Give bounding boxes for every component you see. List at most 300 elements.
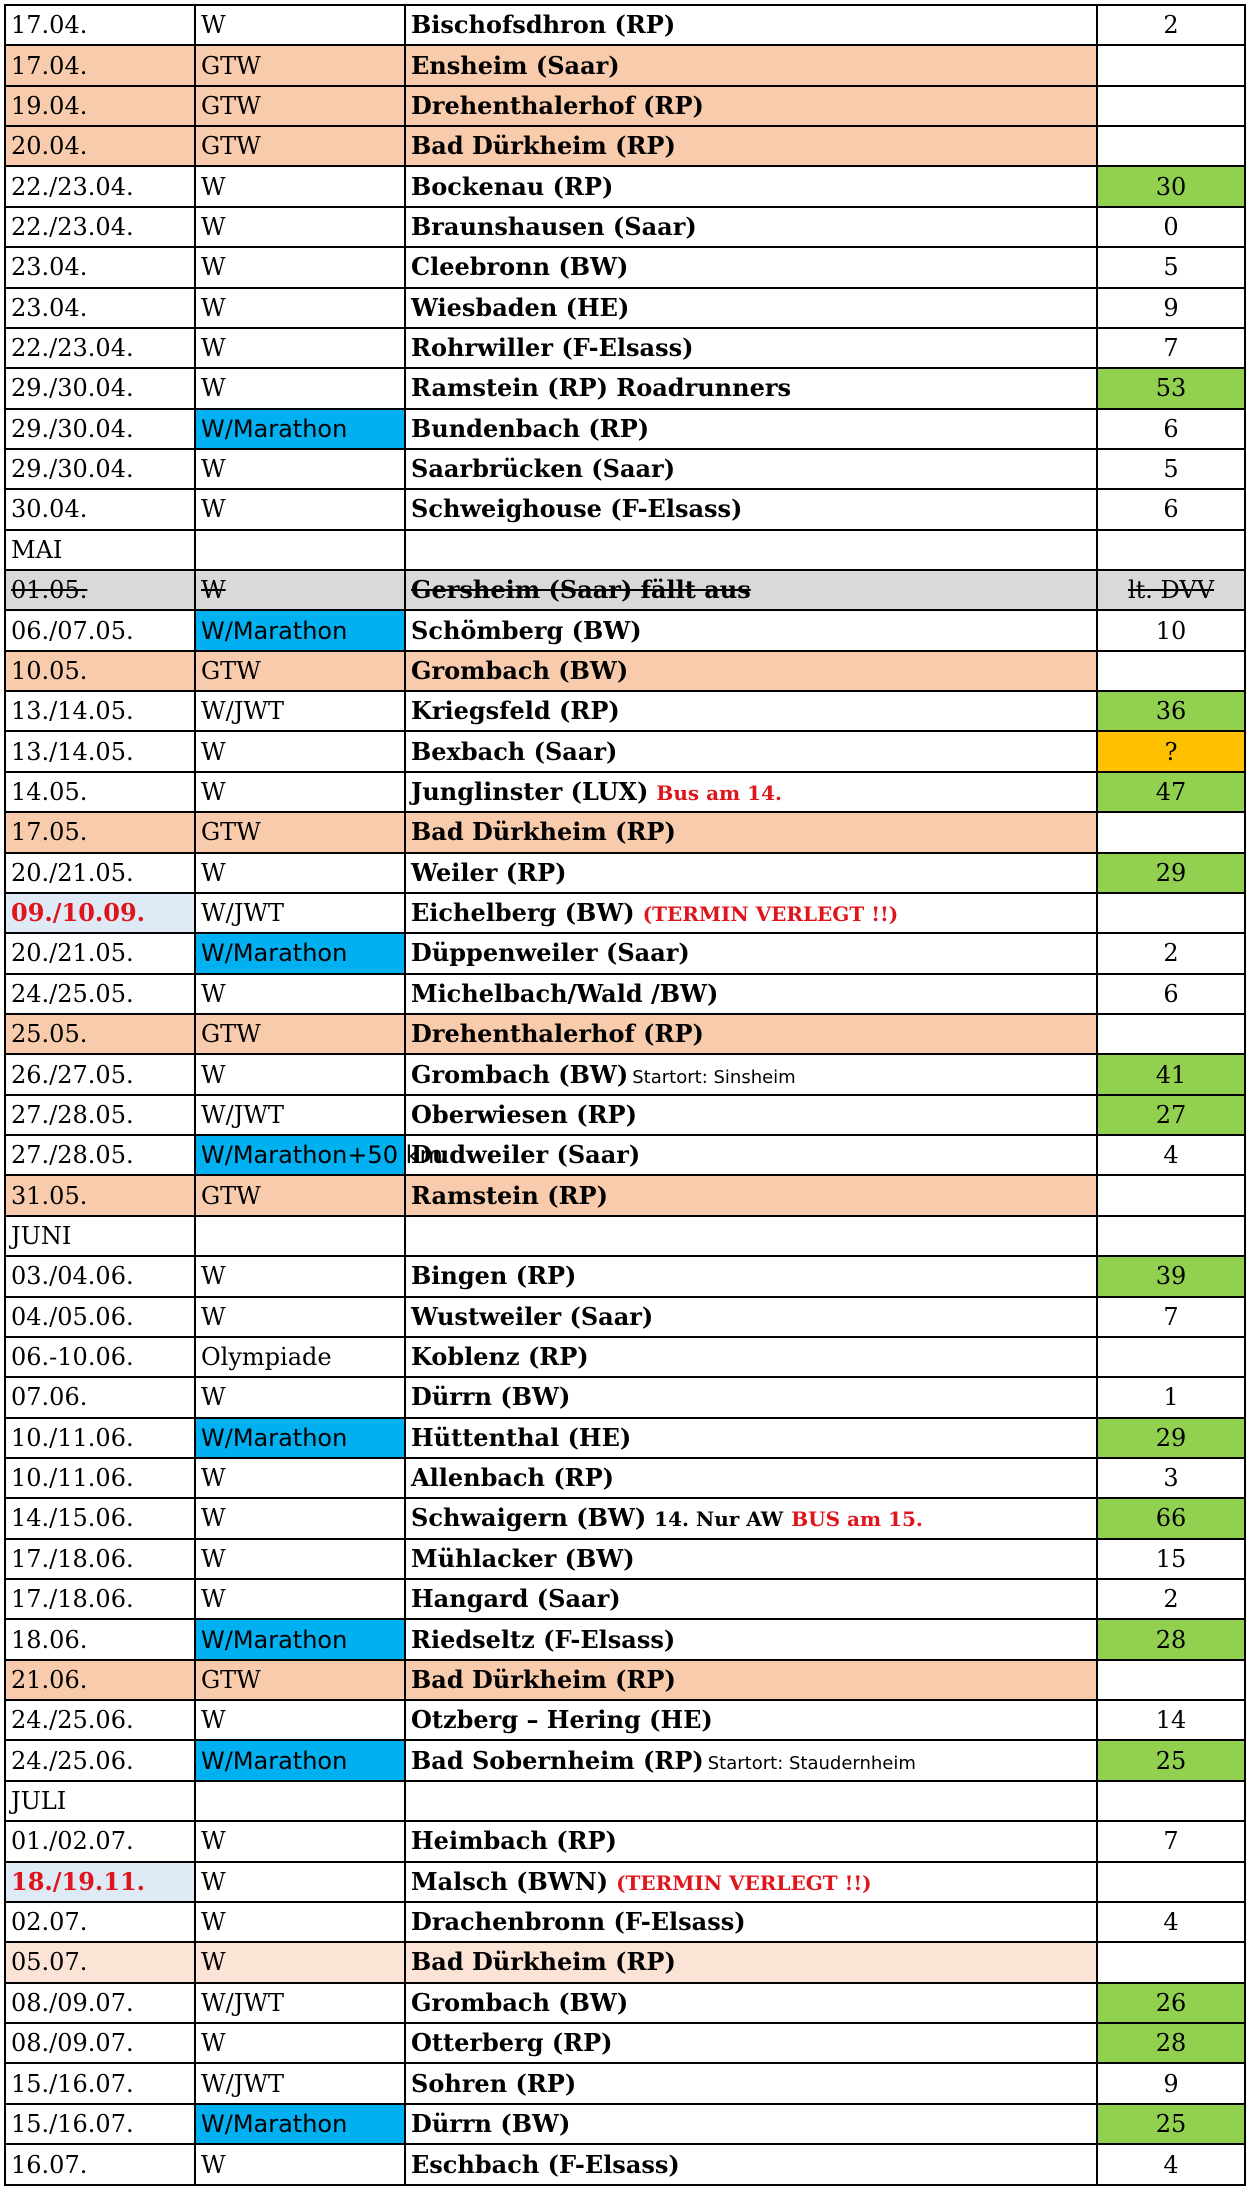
place-name: Drachenbronn (F-Elsass) — [411, 1907, 746, 1937]
place-name: Bad Dürkheim (RP) — [411, 817, 676, 847]
type-cell: W — [195, 166, 405, 206]
type-cell — [195, 530, 405, 570]
date-cell: 22./23.04. — [5, 207, 195, 247]
type-cell: W/Marathon — [195, 1418, 405, 1458]
place-name: Bad Sobernheim (RP) — [411, 1745, 704, 1775]
type-cell: W — [195, 1054, 405, 1094]
type-cell: GTW — [195, 45, 405, 85]
type-cell: W — [195, 5, 405, 45]
participants-count: 4 — [1097, 2144, 1245, 2185]
participants-count: 10 — [1097, 610, 1245, 650]
table-row — [5, 1660, 1245, 1700]
table-row — [5, 2144, 1245, 2185]
participants-count: 36 — [1097, 691, 1245, 731]
participants-count: 29 — [1097, 853, 1245, 893]
table-row — [5, 1781, 1245, 1821]
place-cell — [405, 1216, 1097, 1256]
date-cell: 17.04. — [5, 5, 195, 45]
table-row — [5, 1942, 1245, 1982]
table-row — [5, 651, 1245, 691]
date-cell: 23.04. — [5, 247, 195, 287]
place-name: Sohren (RP) — [411, 2068, 577, 2098]
place-name: Rohrwiller (F-Elsass) — [411, 333, 694, 363]
participants-count: 3 — [1097, 1458, 1245, 1498]
alert-note: (TERMIN VERLEGT !!) — [616, 1870, 872, 1895]
place-cell — [405, 2063, 1097, 2103]
participants-count: 7 — [1097, 328, 1245, 368]
alert-note: (TERMIN VERLEGT !!) — [642, 902, 899, 927]
type-cell: W — [195, 1539, 405, 1579]
place-cell — [405, 2023, 1097, 2063]
place-name: Otterberg (RP) — [411, 2028, 613, 2058]
participants-count: 6 — [1097, 974, 1245, 1014]
date-cell: 15./16.07. — [5, 2104, 195, 2144]
place-cell — [405, 166, 1097, 206]
place-name: Wustweiler (Saar) — [411, 1301, 654, 1331]
place-cell — [405, 1498, 1097, 1538]
table-row — [5, 1902, 1245, 1942]
participants-count: 6 — [1097, 409, 1245, 449]
place-name: Koblenz (RP) — [411, 1342, 589, 1372]
date-cell: 27./28.05. — [5, 1135, 195, 1175]
participants-count: 4 — [1097, 1902, 1245, 1942]
type-cell: W — [195, 772, 405, 812]
participants-count: ? — [1097, 731, 1245, 771]
participants-count — [1097, 812, 1245, 852]
place-cell — [405, 207, 1097, 247]
table-row — [5, 1014, 1245, 1054]
type-cell: W — [195, 1458, 405, 1498]
participants-count: 29 — [1097, 1418, 1245, 1458]
place-name: Ensheim (Saar) — [411, 50, 620, 80]
place-cell — [405, 1700, 1097, 1740]
table-row — [5, 570, 1245, 610]
date-cell: 26./27.05. — [5, 1054, 195, 1094]
date-cell: 10.05. — [5, 651, 195, 691]
table-row — [5, 1297, 1245, 1337]
type-cell: W/JWT — [195, 2063, 405, 2103]
date-cell: 03./04.06. — [5, 1256, 195, 1296]
table-row — [5, 2063, 1245, 2103]
table-row — [5, 1498, 1245, 1538]
place-name: Weiler (RP) — [411, 857, 567, 887]
place-cell — [405, 1418, 1097, 1458]
date-cell: 04./05.06. — [5, 1297, 195, 1337]
type-cell: GTW — [195, 1660, 405, 1700]
participants-count — [1097, 530, 1245, 570]
table-row — [5, 45, 1245, 85]
table-row — [5, 1095, 1245, 1135]
place-cell — [405, 691, 1097, 731]
place-name: Bad Dürkheim (RP) — [411, 131, 676, 161]
type-cell: W — [195, 207, 405, 247]
participants-count: 28 — [1097, 2023, 1245, 2063]
participants-count — [1097, 45, 1245, 85]
place-cell — [405, 1983, 1097, 2023]
place-name: Eichelberg (BW) — [411, 898, 635, 928]
table-row — [5, 893, 1245, 933]
date-cell: 18./19.11. — [5, 1862, 195, 1902]
place-cell — [405, 1539, 1097, 1579]
place-cell — [405, 1862, 1097, 1902]
type-cell: W — [195, 1821, 405, 1861]
place-cell — [405, 288, 1097, 328]
place-cell — [405, 1660, 1097, 1700]
participants-count: 9 — [1097, 288, 1245, 328]
type-cell: W/Marathon — [195, 933, 405, 973]
table-row — [5, 2104, 1245, 2144]
place-cell — [405, 1175, 1097, 1215]
table-row — [5, 328, 1245, 368]
place-name: Michelbach/Wald /BW) — [411, 978, 719, 1008]
place-name: Kriegsfeld (RP) — [411, 696, 620, 726]
date-cell: 29./30.04. — [5, 368, 195, 408]
place-name: Grombach (BW) — [411, 1059, 629, 1089]
table-row — [5, 610, 1245, 650]
place-name: Grombach (BW) — [411, 655, 629, 685]
date-cell: 29./30.04. — [5, 449, 195, 489]
place-cell — [405, 1337, 1097, 1377]
place-cell — [405, 1781, 1097, 1821]
table-row — [5, 812, 1245, 852]
date-cell: 24./25.06. — [5, 1740, 195, 1780]
place-name: Dürrn (BW) — [411, 1382, 571, 1412]
place-cell — [405, 1458, 1097, 1498]
date-cell: 29./30.04. — [5, 409, 195, 449]
table-row — [5, 1337, 1245, 1377]
date-cell: 16.07. — [5, 2144, 195, 2185]
table-row — [5, 853, 1245, 893]
place-cell — [405, 247, 1097, 287]
place-name: Braunshausen (Saar) — [411, 211, 697, 241]
place-cell — [405, 1619, 1097, 1659]
type-cell: W — [195, 1377, 405, 1417]
place-cell — [405, 489, 1097, 529]
table-row — [5, 166, 1245, 206]
place-cell — [405, 1297, 1097, 1337]
date-cell: 22./23.04. — [5, 328, 195, 368]
place-cell — [405, 731, 1097, 771]
date-cell: 17.04. — [5, 45, 195, 85]
table-row — [5, 1740, 1245, 1780]
date-cell: 06.-10.06. — [5, 1337, 195, 1377]
participants-count — [1097, 893, 1245, 933]
table-row — [5, 1619, 1245, 1659]
place-cell — [405, 812, 1097, 852]
participants-count: 39 — [1097, 1256, 1245, 1296]
table-row — [5, 1054, 1245, 1094]
date-cell: 24./25.05. — [5, 974, 195, 1014]
place-cell — [405, 1942, 1097, 1982]
table-row — [5, 1377, 1245, 1417]
participants-count — [1097, 1175, 1245, 1215]
table-row — [5, 2023, 1245, 2063]
date-cell: JULI — [5, 1781, 195, 1821]
place-name: Eschbach (F-Elsass) — [411, 2149, 680, 2179]
table-row — [5, 1135, 1245, 1175]
table-row — [5, 933, 1245, 973]
table-row — [5, 772, 1245, 812]
place-cell — [405, 1377, 1097, 1417]
place-name: Malsch (BWN) — [411, 1866, 609, 1896]
place-name: Bad Dürkheim (RP) — [411, 1664, 676, 1694]
place-name: Bischofsdhron (RP) — [411, 10, 676, 40]
date-cell: 22./23.04. — [5, 166, 195, 206]
place-name: Oberwiesen (RP) — [411, 1099, 637, 1129]
date-cell: 01.05. — [5, 570, 195, 610]
table-row — [5, 247, 1245, 287]
participants-count: 66 — [1097, 1498, 1245, 1538]
place-name: Bundenbach (RP) — [411, 413, 650, 443]
place-name: Riedseltz (F-Elsass) — [411, 1624, 676, 1654]
participants-count — [1097, 1014, 1245, 1054]
day-note: 14. Nur AW — [654, 1507, 784, 1532]
type-cell: W — [195, 731, 405, 771]
place-cell — [405, 1579, 1097, 1619]
participants-count — [1097, 1862, 1245, 1902]
date-cell: 01./02.07. — [5, 1821, 195, 1861]
place-cell — [405, 2104, 1097, 2144]
type-cell: W — [195, 853, 405, 893]
table-row — [5, 1983, 1245, 2023]
place-name: Schömberg (BW) — [411, 615, 642, 645]
type-cell: W — [195, 1902, 405, 1942]
participants-count: 25 — [1097, 1740, 1245, 1780]
participants-count — [1097, 1660, 1245, 1700]
place-name: Hüttenthal (HE) — [411, 1422, 632, 1452]
date-cell: 08./09.07. — [5, 2023, 195, 2063]
table-row — [5, 691, 1245, 731]
place-cell — [405, 853, 1097, 893]
date-cell: 05.07. — [5, 1942, 195, 1982]
type-cell: W — [195, 368, 405, 408]
place-cell — [405, 893, 1097, 933]
start-location-note: Startort: Staudernheim — [707, 1752, 916, 1774]
type-cell: GTW — [195, 651, 405, 691]
participants-count: 9 — [1097, 2063, 1245, 2103]
table-row — [5, 1216, 1245, 1256]
participants-count: 5 — [1097, 247, 1245, 287]
place-cell — [405, 1821, 1097, 1861]
place-cell — [405, 1740, 1097, 1780]
table-row — [5, 1821, 1245, 1861]
type-cell: W — [195, 247, 405, 287]
place-cell — [405, 530, 1097, 570]
alert-note: Bus am 14. — [656, 781, 782, 805]
participants-count: 53 — [1097, 368, 1245, 408]
participants-count: 14 — [1097, 1700, 1245, 1740]
type-cell: GTW — [195, 812, 405, 852]
type-cell: W — [195, 288, 405, 328]
type-cell: W — [195, 1256, 405, 1296]
place-cell — [405, 86, 1097, 126]
participants-count: 2 — [1097, 1579, 1245, 1619]
type-cell: W — [195, 2023, 405, 2063]
date-cell: 17./18.06. — [5, 1539, 195, 1579]
date-cell: 25.05. — [5, 1014, 195, 1054]
participants-count — [1097, 1337, 1245, 1377]
place-name: Heimbach (RP) — [411, 1826, 617, 1856]
participants-count: 7 — [1097, 1821, 1245, 1861]
date-cell: 10./11.06. — [5, 1458, 195, 1498]
place-cell — [405, 409, 1097, 449]
date-cell: 20./21.05. — [5, 853, 195, 893]
type-cell: W — [195, 1498, 405, 1538]
date-cell: 08./09.07. — [5, 1983, 195, 2023]
type-cell: GTW — [195, 1014, 405, 1054]
place-name: Junglinster (LUX) — [411, 777, 649, 806]
place-name: Cleebronn (BW) — [411, 252, 629, 282]
start-location-note: Startort: Sinsheim — [632, 1066, 796, 1088]
table-row — [5, 530, 1245, 570]
type-cell: W/JWT — [195, 691, 405, 731]
table-row — [5, 126, 1245, 166]
place-cell — [405, 974, 1097, 1014]
date-cell: 20.04. — [5, 126, 195, 166]
date-cell: 24./25.06. — [5, 1700, 195, 1740]
date-cell: 20./21.05. — [5, 933, 195, 973]
place-cell — [405, 1902, 1097, 1942]
date-cell: 15./16.07. — [5, 2063, 195, 2103]
table-row — [5, 1579, 1245, 1619]
place-name: Ramstein (RP) — [411, 1180, 608, 1210]
place-name: Grombach (BW) — [411, 1987, 629, 2017]
date-cell: 13./14.05. — [5, 691, 195, 731]
participants-count: 28 — [1097, 1619, 1245, 1659]
table-row — [5, 288, 1245, 328]
date-cell: 09./10.09. — [5, 893, 195, 933]
table-row — [5, 1458, 1245, 1498]
type-cell: W — [195, 2144, 405, 2185]
date-cell: 14.05. — [5, 772, 195, 812]
participants-count: 4 — [1097, 1135, 1245, 1175]
participants-count: 26 — [1097, 1983, 1245, 2023]
participants-count: 2 — [1097, 5, 1245, 45]
type-cell: W — [195, 449, 405, 489]
type-cell: W — [195, 328, 405, 368]
participants-count: 6 — [1097, 489, 1245, 529]
participants-count: 5 — [1097, 449, 1245, 489]
table-row — [5, 1256, 1245, 1296]
participants-count — [1097, 651, 1245, 691]
type-cell: W/Marathon — [195, 1740, 405, 1780]
participants-count — [1097, 86, 1245, 126]
type-cell: W/Marathon — [195, 1619, 405, 1659]
date-cell: 27./28.05. — [5, 1095, 195, 1135]
type-cell: W/JWT — [195, 893, 405, 933]
date-cell: 06./07.05. — [5, 610, 195, 650]
date-cell: 02.07. — [5, 1902, 195, 1942]
table-row — [5, 449, 1245, 489]
place-name: Dürrn (BW) — [411, 2108, 571, 2138]
participants-count — [1097, 126, 1245, 166]
place-cell — [405, 933, 1097, 973]
place-cell — [405, 772, 1097, 812]
place-name: Ramstein (RP) Roadrunners — [411, 373, 791, 403]
participants-count: 27 — [1097, 1095, 1245, 1135]
type-cell: GTW — [195, 126, 405, 166]
place-name: Mühlacker (BW) — [411, 1543, 635, 1573]
place-name: Bockenau (RP) — [411, 171, 614, 201]
date-cell: 17.05. — [5, 812, 195, 852]
type-cell: W — [195, 1942, 405, 1982]
place-cell — [405, 126, 1097, 166]
type-cell: Olympiade — [195, 1337, 405, 1377]
date-cell: 10./11.06. — [5, 1418, 195, 1458]
place-name: Düppenweiler (Saar) — [411, 938, 690, 968]
table-row — [5, 731, 1245, 771]
table-row — [5, 5, 1245, 45]
table-row — [5, 489, 1245, 529]
table-row — [5, 368, 1245, 408]
participants-count: 47 — [1097, 772, 1245, 812]
alert-note: BUS am 15. — [791, 1507, 923, 1532]
type-cell — [195, 1781, 405, 1821]
date-cell: MAI — [5, 530, 195, 570]
place-name: Drehenthalerhof (RP) — [411, 1019, 704, 1049]
table-row — [5, 86, 1245, 126]
date-cell: JUNI — [5, 1216, 195, 1256]
date-cell: 31.05. — [5, 1175, 195, 1215]
place-cell — [405, 328, 1097, 368]
type-cell: W — [195, 1579, 405, 1619]
place-cell — [405, 5, 1097, 45]
participants-count — [1097, 1216, 1245, 1256]
table-row — [5, 1862, 1245, 1902]
date-cell: 14./15.06. — [5, 1498, 195, 1538]
place-name: Wiesbaden (HE) — [411, 292, 630, 322]
place-name: Bad Dürkheim (RP) — [411, 1947, 676, 1977]
type-cell: W — [195, 1700, 405, 1740]
place-name: Drehenthalerhof (RP) — [411, 90, 704, 120]
date-cell: 23.04. — [5, 288, 195, 328]
type-cell: W — [195, 974, 405, 1014]
place-name: Gersheim (Saar) fällt aus — [411, 575, 751, 605]
date-cell: 18.06. — [5, 1619, 195, 1659]
place-cell — [405, 1014, 1097, 1054]
table-row — [5, 1175, 1245, 1215]
place-cell — [405, 368, 1097, 408]
date-cell: 30.04. — [5, 489, 195, 529]
place-name: Schweighouse (F-Elsass) — [411, 494, 743, 524]
place-name: Otzberg – Hering (HE) — [411, 1705, 713, 1735]
place-cell — [405, 610, 1097, 650]
table-row — [5, 1700, 1245, 1740]
type-cell: W — [195, 570, 405, 610]
event-table — [4, 4, 1246, 2186]
type-cell: GTW — [195, 86, 405, 126]
event-table-body — [5, 5, 1245, 2185]
participants-count: 25 — [1097, 2104, 1245, 2144]
participants-count: lt. DVV — [1097, 570, 1245, 610]
participants-count: 41 — [1097, 1054, 1245, 1094]
type-cell: W/JWT — [195, 1095, 405, 1135]
place-cell — [405, 1256, 1097, 1296]
place-cell — [405, 2144, 1097, 2185]
table-row — [5, 1418, 1245, 1458]
table-row — [5, 207, 1245, 247]
place-cell — [405, 1054, 1097, 1094]
participants-count: 0 — [1097, 207, 1245, 247]
place-name: Saarbrücken (Saar) — [411, 454, 676, 484]
place-name: Schwaigern (BW) — [411, 1503, 647, 1533]
type-cell — [195, 1216, 405, 1256]
table-row — [5, 974, 1245, 1014]
place-cell — [405, 45, 1097, 85]
place-cell — [405, 570, 1097, 610]
place-name: Dudweiler (Saar) — [411, 1140, 641, 1170]
type-cell: W/Marathon+50 km — [195, 1135, 405, 1175]
